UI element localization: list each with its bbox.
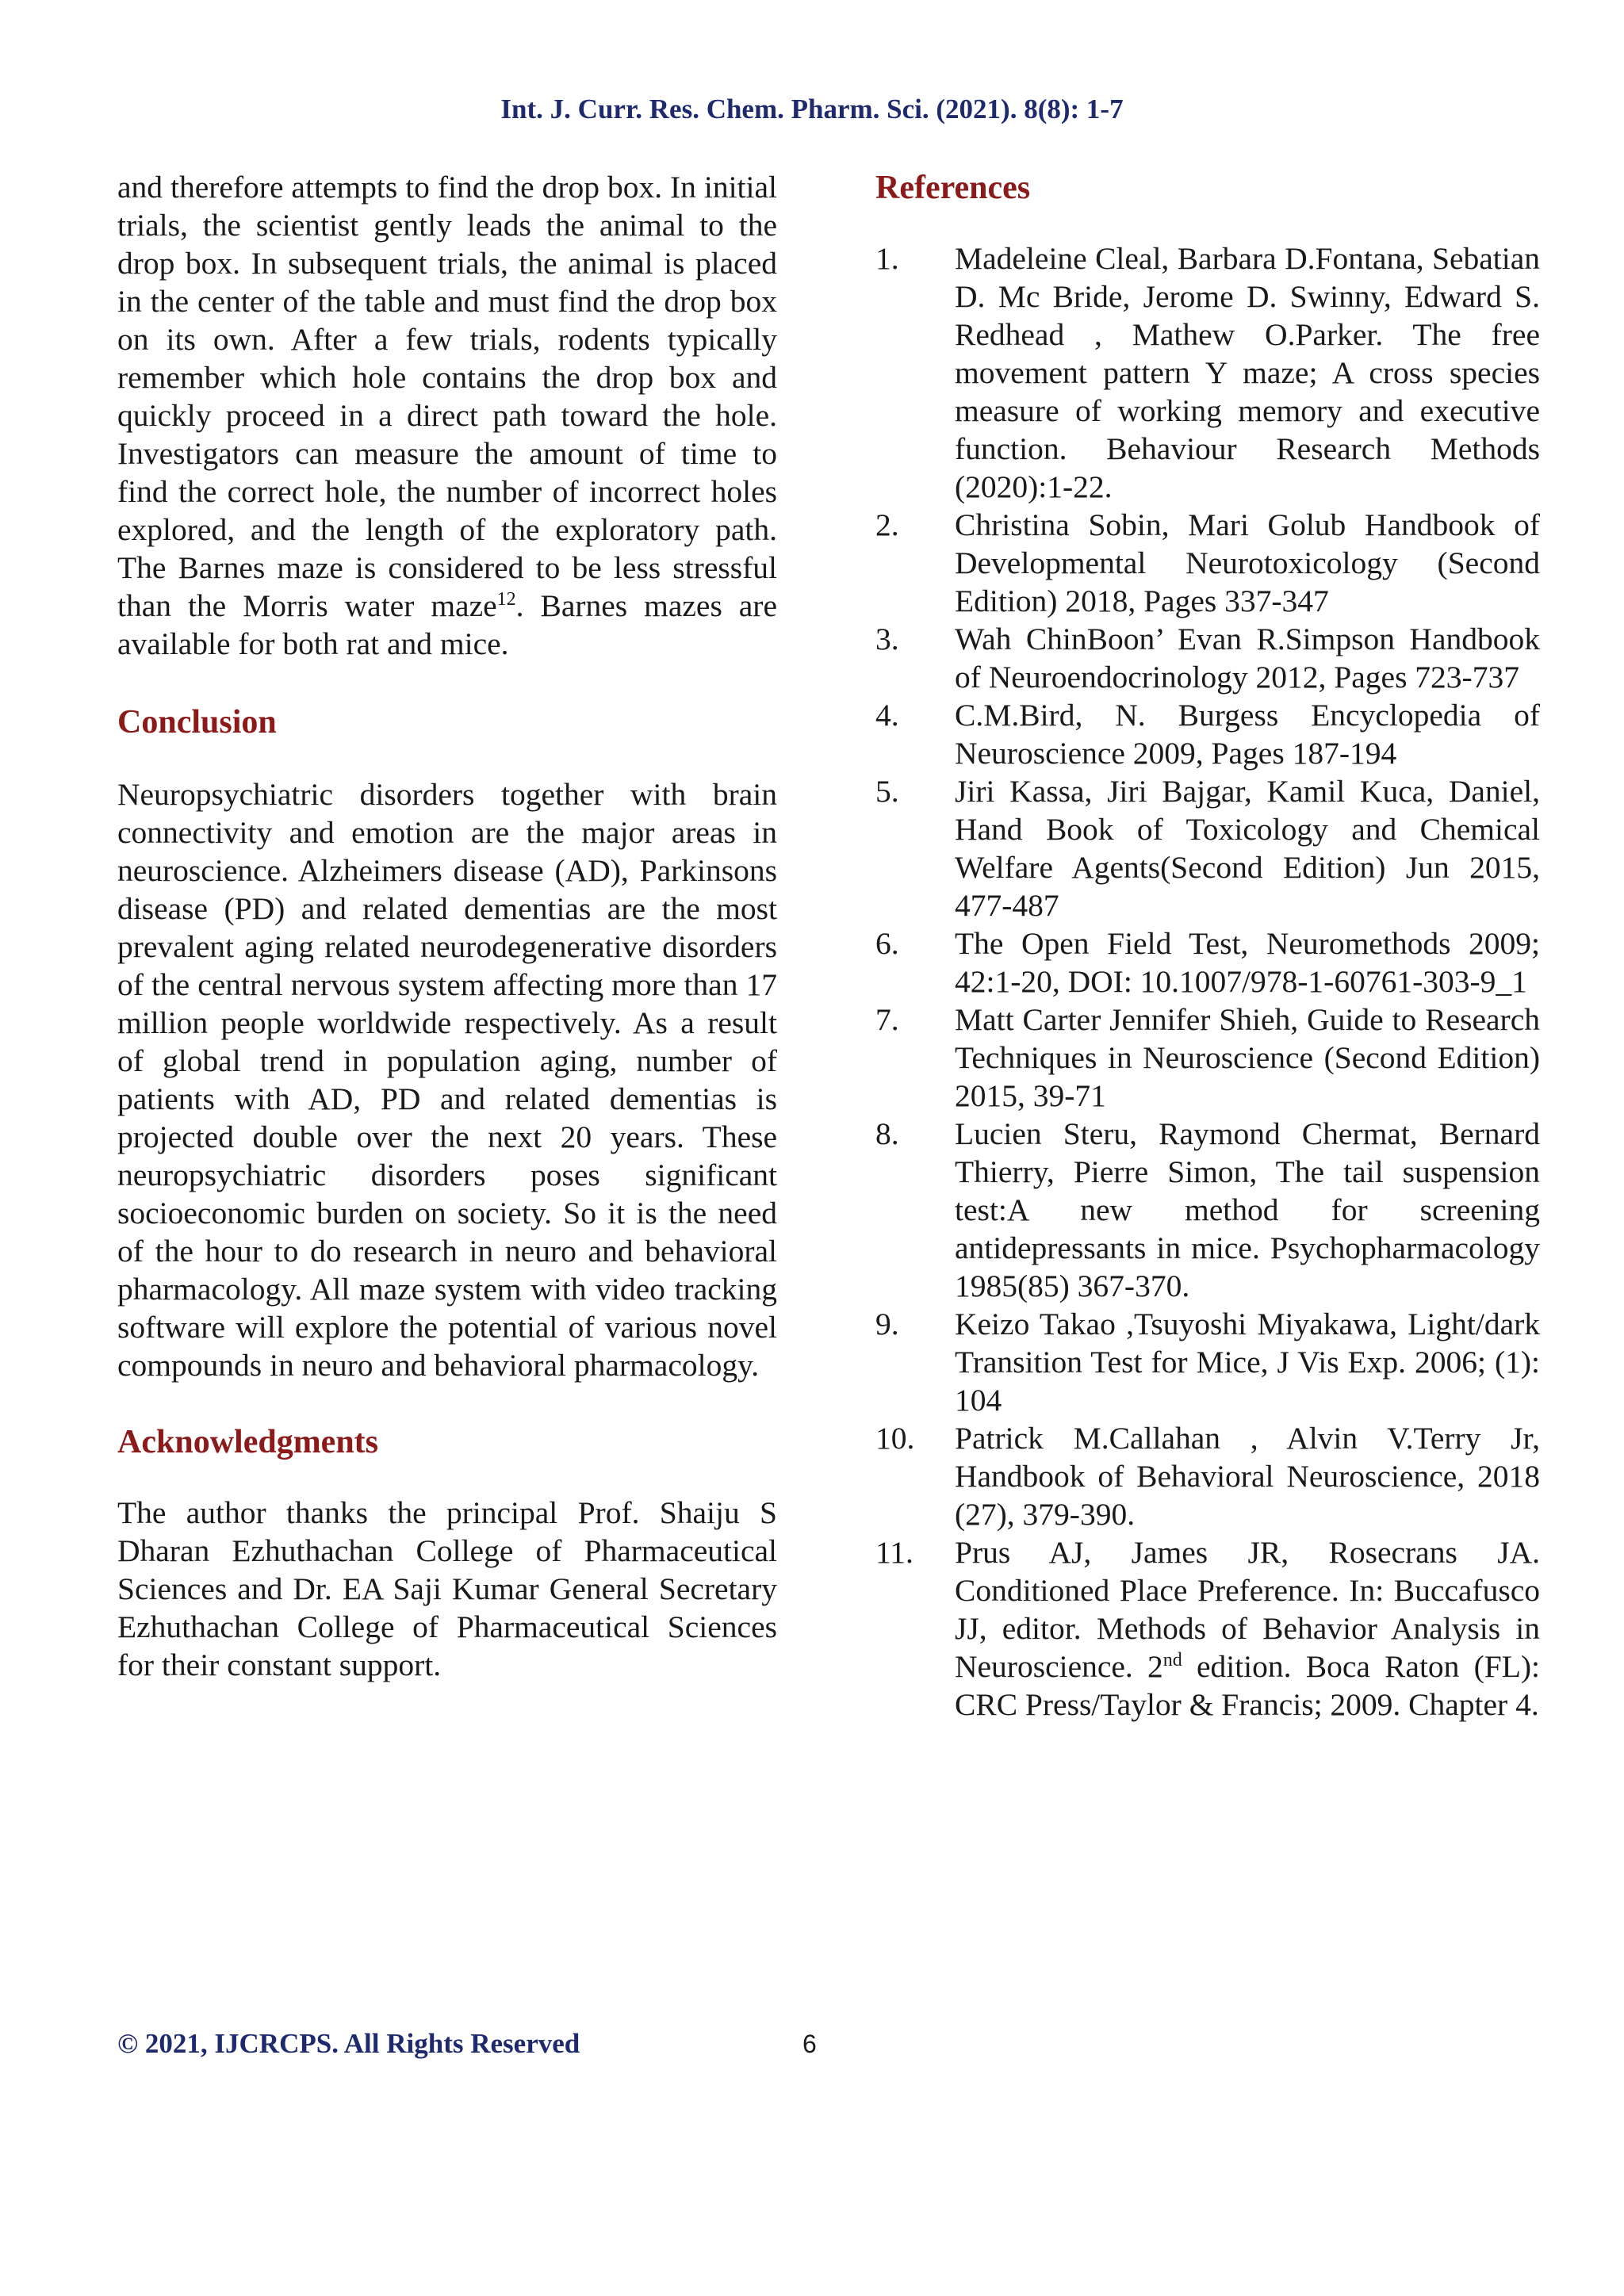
journal-header: Int. J. Curr. Res. Chem. Pharm. Sci. (2021). 8(8): 1-7 [500, 94, 1124, 124]
right-column [875, 168, 1540, 1724]
acknowledgments-paragraph: The author thanks the principal Prof. Shaiju S Dharan Ezhuthachan College of Pharmaceutical Sciences and Dr. EA Saji Kumar General Secretary Ezhuthachan College of Pharmaceutical Sciences for their constant support. [117, 1495, 777, 1682]
reference-number: 9. [875, 1307, 899, 1341]
reference-number: 3. [875, 622, 899, 656]
reference-number: 7. [875, 1002, 899, 1037]
reference-number: 5. [875, 774, 899, 809]
reference-list [875, 239, 1540, 1724]
conclusion-heading: Conclusion [117, 704, 277, 740]
reference-text: Madeleine Cleal, Barbara D.Fontana, Sebatian D. Mc Bride, Jerome D. Swinny, Edward S. Redhead , Mathew O.Parker. The free movement pattern Y maze; A cross species measure of working memory and executive function. Behaviour Research Methods (2020):1-22. [955, 241, 1540, 504]
copyright-footer: © 2021, IJCRCPS. All Rights Reserved [117, 2028, 580, 2059]
reference-item [875, 1001, 1540, 1115]
reference-number: 6. [875, 926, 899, 961]
reference-number: 2. [875, 507, 899, 542]
reference-item [875, 506, 1540, 620]
page-number: 6 [802, 2030, 817, 2058]
reference-number: 1. [875, 241, 899, 276]
intro-paragraph [117, 168, 777, 663]
conclusion-paragraph: Neuropsychiatric disorders together with brain connectivity and emotion are the major areas in neuroscience. Alzheimers disease (AD), Parkinsons disease (PD) and related dementias are the most prevalent aging related neurodegenerative disorders of the central nervous system affecting more than 17 million people worldwide respectively. As a result of global trend in population aging, number of patients with AD, PD and related dementias is projected double over the next 20 years. These neuropsychiatric disorders poses significant socioeconomic burden on society. So it is the need of the hour to do research in neuro and behavioral pharmacology. All maze system with video tracking software will explore the potential of various novel compounds in neuro and behavioral pharmacology. [117, 777, 777, 1383]
reference-text: Matt Carter Jennifer Shieh, Guide to Research Techniques in Neuroscience (Second Edition) 2015, 39-71 [955, 1002, 1540, 1113]
reference-text: C.M.Bird, N. Burgess Encyclopedia of Neuroscience 2009, Pages 187-194 [955, 698, 1540, 771]
reference-text: Prus AJ, James JR, Rosecrans JA. Conditioned Place Preference. In: Buccafusco JJ, editor. Methods of Behavior Analysis in Neuroscience. 2 [955, 1535, 1540, 1684]
reference-item [875, 620, 1540, 696]
reference-text: Wah ChinBoon’ Evan R.Simpson Handbook of Neuroendocrinology 2012, Pages 723-737 [955, 622, 1540, 695]
reference-item [875, 1533, 1540, 1724]
reference-text-tail: edition. Boca Raton (FL): CRC Press/Taylor & Francis; 2009. Chapter 4. [955, 1649, 1540, 1722]
reference-number: 10. [875, 1421, 915, 1456]
intro-tail: . Barnes mazes are available for both rat and mice. [117, 588, 777, 661]
reference-item [875, 696, 1540, 772]
references-heading: References [875, 170, 1031, 206]
reference-text: Jiri Kassa, Jiri Bajgar, Kamil Kuca, Daniel, Hand Book of Toxicology and Chemical Welfare Agents(Second Edition) Jun 2015, 477-487 [955, 774, 1540, 923]
reference-item [875, 1305, 1540, 1419]
reference-text: Patrick M.Callahan , Alvin V.Terry Jr, Handbook of Behavioral Neuroscience, 2018 (27), 379-390. [955, 1421, 1540, 1532]
citation-superscript: 12 [496, 589, 516, 610]
reference-number: 4. [875, 698, 899, 733]
reference-item [875, 1115, 1540, 1305]
reference-item [875, 239, 1540, 506]
reference-item [875, 1419, 1540, 1533]
ordinal-superscript: nd [1162, 1650, 1182, 1670]
left-column [117, 168, 777, 1684]
reference-text: Lucien Steru, Raymond Chermat, Bernard Thierry, Pierre Simon, The tail suspension test:A new method for screening antidepressants in mice. Psychopharmacology 1985(85) 367-370. [955, 1116, 1540, 1303]
reference-number: 8. [875, 1116, 899, 1151]
reference-number: 11. [875, 1535, 914, 1570]
intro-text: and therefore attempts to find the drop box. In initial trials, the scientist gently leads the animal to the drop box. In subsequent trials, the animal is placed in the center of the table and must find the drop box on its own. After a few trials, rodents typically remember which hole contains the drop box and quickly proceed in a direct path toward the hole. Investigators can measure the amount of time to find the correct hole, the number of incorrect holes explored, and the length of the exploratory path. The Barnes maze is considered to be less stressful than the Morris water maze [117, 170, 777, 623]
acknowledgments-heading: Acknowledgments [117, 1424, 379, 1460]
reference-text: Christina Sobin, Mari Golub Handbook of Developmental Neurotoxicology (Second Edition) 2018, Pages 337-347 [955, 507, 1540, 618]
reference-item [875, 772, 1540, 924]
reference-text: The Open Field Test, Neuromethods 2009; 42:1-20, DOI: 10.1007/978-1-60761-303-9_1 [955, 926, 1540, 999]
reference-item [875, 924, 1540, 1001]
reference-text: Keizo Takao ,Tsuyoshi Miyakawa, Light/dark Transition Test for Mice, J Vis Exp. 2006; (1): 104 [955, 1307, 1540, 1418]
